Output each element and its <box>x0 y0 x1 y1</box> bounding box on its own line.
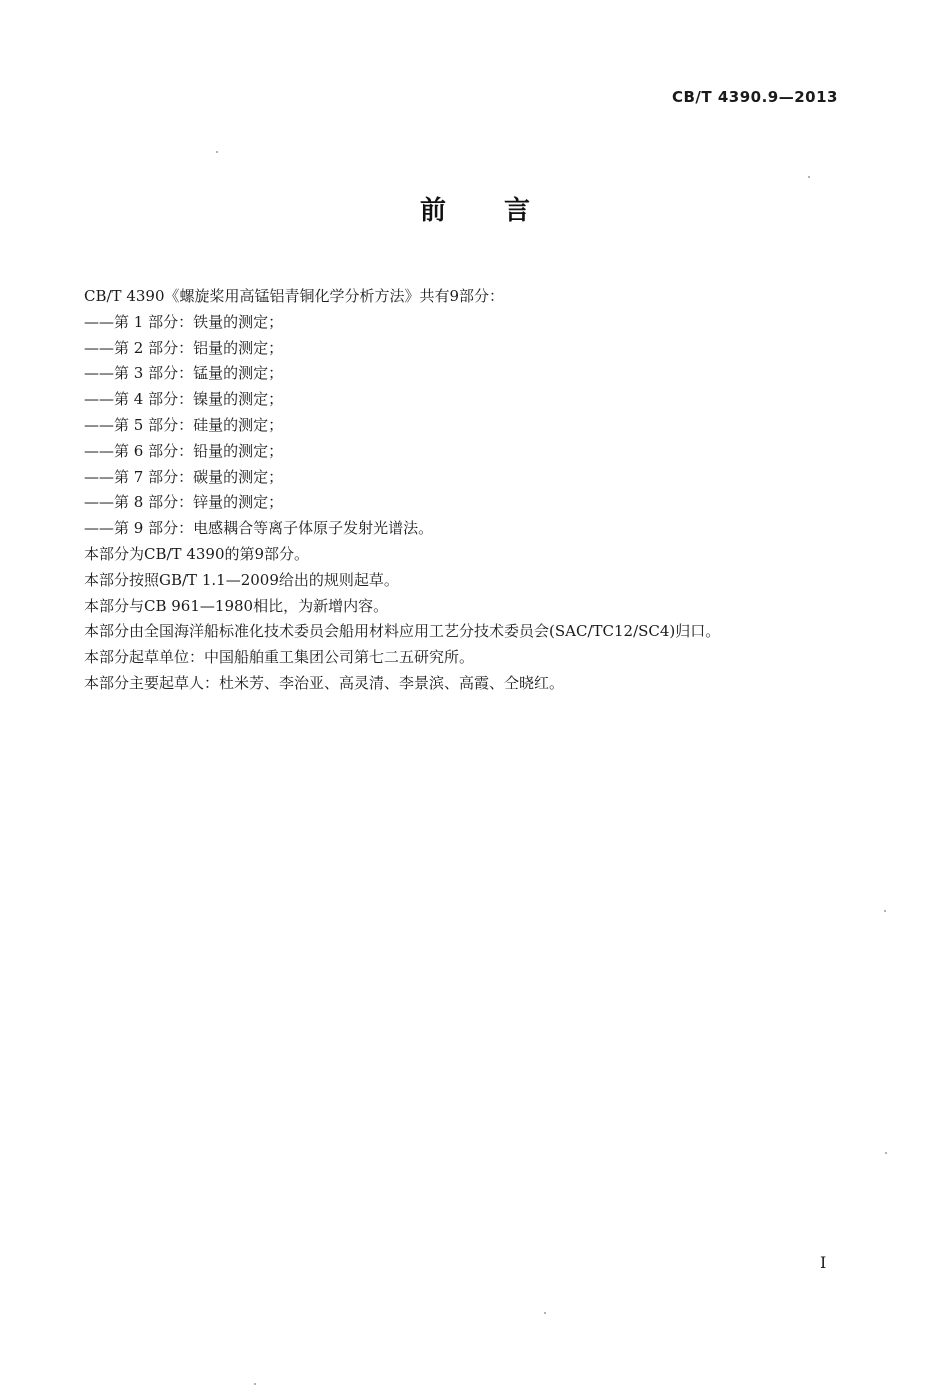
list-item-part-4: ——第 4 部分：镍量的测定； <box>84 390 284 409</box>
intro-paragraph: CB/T 4390《螺旋桨用高锰铝青铜化学分析方法》共有9部分： <box>84 287 505 305</box>
list-item-part-8: ——第 8 部分：锌量的测定； <box>84 493 284 512</box>
scan-speck <box>216 151 218 153</box>
scan-speck <box>884 910 886 912</box>
list-item-part-7: ——第 7 部分：碳量的测定； <box>84 467 284 486</box>
page-number: I <box>820 1253 827 1272</box>
list-item-part-3: ——第 3 部分：锰量的测定； <box>84 364 284 383</box>
scan-speck <box>808 176 810 178</box>
list-item-part-6: ——第 6 部分：铅量的测定； <box>84 441 284 460</box>
page-title: 前言 <box>419 196 588 226</box>
scan-speck <box>885 1152 887 1154</box>
list-item-part-1: ——第 1 部分：铁量的测定； <box>84 312 284 331</box>
foreword-body <box>84 284 864 697</box>
scan-speck <box>544 1312 546 1314</box>
committee-statement: 本部分由全国海洋船标准化技术委员会船用材料应用工艺分技术委员会(SAC/TC12/SC4)归口。 <box>84 622 721 641</box>
list-item-part-5: ——第 5 部分：硅量的测定； <box>84 415 284 434</box>
comparison-statement: 本部分与CB 961—1980相比，为新增内容。 <box>84 596 389 615</box>
drafting-rules-statement: 本部分按照GB/T 1.1—2009给出的规则起草。 <box>84 570 399 589</box>
list-item-part-2: ——第 2 部分：铝量的测定； <box>84 338 284 357</box>
drafters-statement: 本部分主要起草人：杜米芳、李治亚、高灵清、李景滨、高霞、仝晓红。 <box>84 673 565 692</box>
scan-speck <box>254 1383 256 1385</box>
standard-code: CB/T 4390.9—2013 <box>671 88 838 106</box>
part-statement: 本部分为CB/T 4390的第9部分。 <box>84 544 310 563</box>
drafting-unit-statement: 本部分起草单位：中国船舶重工集团公司第七二五研究所。 <box>84 648 475 667</box>
list-item-part-9: ——第 9 部分：电感耦合等离子体原子发射光谱法。 <box>84 519 434 538</box>
